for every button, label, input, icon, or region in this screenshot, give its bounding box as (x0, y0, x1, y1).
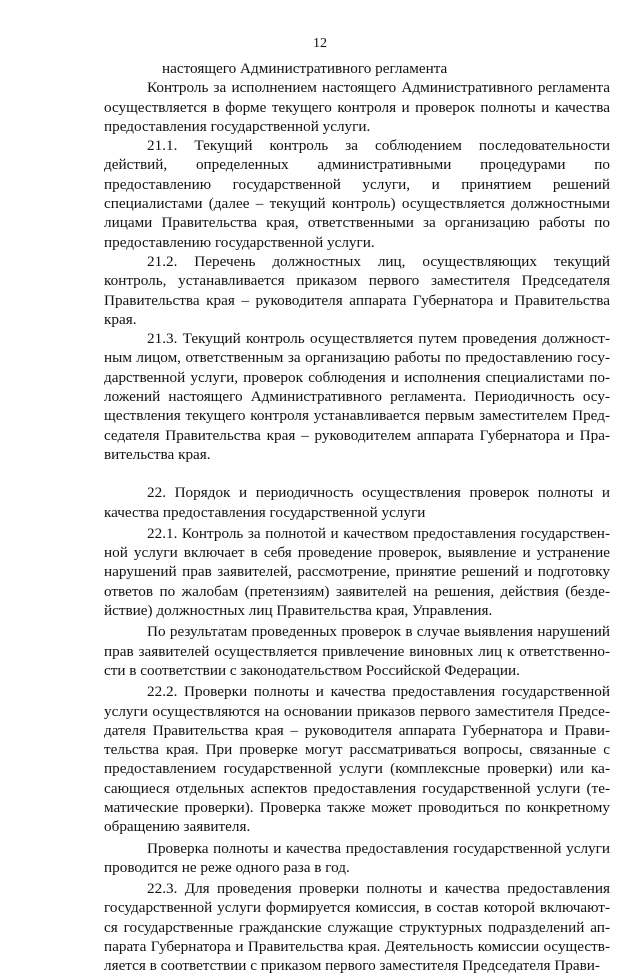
section-heading-22: 22. Порядок и периодичность осуществления проверок полноты и качества предоставления государственной услуги (104, 484, 610, 521)
paragraph-21-3: 21.3. Текущий контроль осуществляется путем проведения должностным лицом, ответственным за организацию работы по предоставлению государственной услуги, проверок соблюдения и исполнения специалистами положений настоящего Административного регламента. Периодичность осуществления текущего контроля устанавливается первым заместителем Председателя Правительства края – руководителем аппарата Губернатора и Правительства края. (104, 330, 610, 463)
page-number: 12 (313, 36, 327, 51)
paragraph-frequency: Проверка полноты и качества предоставления государственной услуги проводится не реже одного раза в год. (104, 839, 610, 876)
paragraph-22-3: 22.3. Для проведения проверки полноты и качества предоставления государственной услуги формируется комиссия, в состав которой включаются государственные гражданские служащие структурных подразделений аппарата Губернатора и Правительства края. Деятельность комиссии осуществляется в соответствии с приказом первого заместителя Председателя Прави- (104, 880, 610, 975)
paragraph-21-1: 21.1. Текущий контроль за соблюдением последовательности действий, определенных административными процедурами по предоставлению государственной услуги, и принятием решений специалистами (далее – текущий контроль) осуществляется должностными лицами Правительства края, ответственными за организацию работы по предоставлению государственной услуги. (104, 137, 610, 251)
paragraph-continuation: настоящего Административного регламента (162, 60, 448, 77)
paragraph-control-intro: Контроль за исполнением настоящего Административного регламента осуществляется в форме текущего контроля и проверок полноты и качества предоставления государственной услуги. (104, 79, 610, 135)
paragraph-21-2: 21.2. Перечень должностных лиц, осуществляющих текущий контроль, устанавливается приказом первого заместителя Председателя Правительства края – руководителя аппарата Губернатора и Правительства края. (104, 252, 610, 328)
paragraph-results: По результатам проведенных проверок в случае выявления нарушений прав заявителей осуществляется привлечение виновных лиц к ответственности в соответствии с законодательством Российской Федерации. (104, 623, 610, 679)
paragraph-22-2: 22.2. Проверки полноты и качества предоставления государственной услуги осуществляются на основании приказов первого заместителя Председателя Правительства края – руководителя аппарата Губернатора и Правительства края. При проверке могут рассматриваться вопросы, связанные с предоставлением государственной услуги (комплексные проверки) или касающиеся отдельных аспектов предоставления государственной услуги (тематические проверки). Проверка также может проводиться по конкретному обращению заявителя. (104, 683, 610, 836)
document-body (104, 59, 610, 976)
paragraph-22-1: 22.1. Контроль за полнотой и качеством предоставления государственной услуги включает в себя проведение проверок, выявление и устранение нарушений прав заявителей, рассмотрение, принятие решений и подготовку ответов по жалобам (претензиям) заявителей на решения, действия (бездействие) должностных лиц Правительства края, Управления. (104, 524, 610, 620)
